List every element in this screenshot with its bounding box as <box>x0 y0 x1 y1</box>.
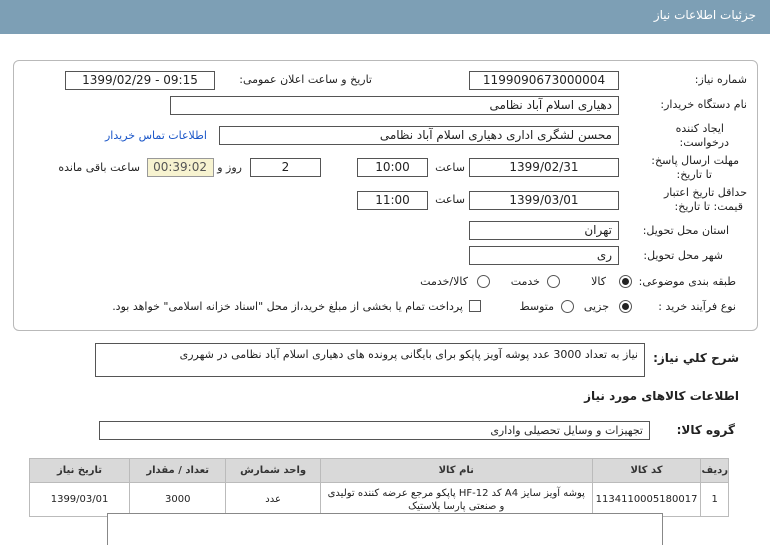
description-label: شرح کلي نياز: <box>653 351 739 365</box>
col-date: تاریخ نیاز <box>30 459 130 483</box>
city-label: شهر محل تحویل: <box>643 249 723 262</box>
goods-table <box>29 458 729 517</box>
cell-name: پوشه آویز سایز A4 کد HF-12 پاپکو مرجع عرضه کننده تولیدی و صنعتی پارسا پلاستیک <box>320 483 592 517</box>
deadline-date-field[interactable]: 1399/02/31 <box>469 158 619 177</box>
validity-time-label: ساعت <box>435 193 465 206</box>
deadline-time-field[interactable]: 10:00 <box>357 158 428 177</box>
buyer-field[interactable]: دهیاری اسلام آباد نظامی <box>170 96 619 115</box>
validity-time-field[interactable]: 11:00 <box>357 191 428 210</box>
process-radio-medium[interactable] <box>561 300 574 313</box>
col-row: ردیف <box>701 459 729 483</box>
col-unit: واحد شمارش <box>226 459 321 483</box>
province-label: استان محل تحویل: <box>642 224 729 237</box>
announce-label: تاریخ و ساعت اعلان عمومی: <box>239 73 372 86</box>
announce-field[interactable]: 1399/02/29 - 09:15 <box>65 71 215 90</box>
category-label: طبقه بندی موضوعی: <box>638 275 736 288</box>
category-option-service: خدمت <box>510 275 540 288</box>
col-code: کد کالا <box>592 459 701 483</box>
validity-label-2: قیمت: تا تاریخ: <box>674 200 743 213</box>
goods-group-label: گروه کالا: <box>676 423 735 437</box>
goods-info-title: اطلاعات کالاهای مورد نیاز <box>584 389 739 403</box>
remaining-time-field: 00:39:02 <box>147 158 214 177</box>
col-name: نام کالا <box>320 459 592 483</box>
treasury-payment-checkbox[interactable] <box>469 300 481 312</box>
process-option-minor: جزیی <box>583 300 609 313</box>
process-label: نوع فرآیند خرید : <box>658 300 736 313</box>
cell-qty: 3000 <box>130 483 226 517</box>
goods-table-header <box>30 459 729 483</box>
process-option-medium: متوسط <box>519 300 554 313</box>
validity-date-field[interactable]: 1399/03/01 <box>469 191 619 210</box>
deadline-label-1: مهلت ارسال پاسخ: <box>651 154 739 167</box>
deadline-label-2: تا تاریخ: <box>676 168 712 181</box>
category-option-goods-service: کالا/خدمت <box>420 275 468 288</box>
need-number-field[interactable]: 1199090673000004 <box>469 71 619 90</box>
description-field[interactable]: نیاز به تعداد 3000 عدد پوشه آویز پاپکو برای بایگانی پرونده های دهیاری اسلام آباد نظامی در شهرری <box>95 343 645 377</box>
cell-unit: عدد <box>226 483 321 517</box>
days-label: روز و <box>217 161 242 174</box>
validity-label-1: حداقل تاریخ اعتبار <box>663 186 747 199</box>
buyer-label: نام دستگاه خریدار: <box>660 98 747 111</box>
page-header <box>0 0 770 34</box>
city-field[interactable]: ری <box>469 246 619 265</box>
remaining-label: ساعت باقی مانده <box>58 161 140 174</box>
need-number-label: شماره نیاز: <box>694 73 747 86</box>
province-field[interactable]: تهران <box>469 221 619 240</box>
cell-code: 1134110005180017 <box>592 483 701 517</box>
category-radio-goods-service[interactable] <box>477 275 490 288</box>
treasury-payment-note: پرداخت تمام یا بخشی از مبلغ خرید،از محل "اسناد خزانه اسلامی" خواهد بود. <box>112 300 463 313</box>
notes-box <box>107 513 663 545</box>
goods-group-field[interactable]: تجهیزات و وسایل تحصیلی واداری <box>99 421 650 440</box>
creator-label-1: ایجاد کننده <box>675 122 724 135</box>
table-row <box>30 483 729 517</box>
page-title: جزئیات اطلاعات نیاز <box>653 8 756 22</box>
days-field[interactable]: 2 <box>250 158 321 177</box>
category-radio-service[interactable] <box>547 275 560 288</box>
creator-label-2: درخواست: <box>679 136 729 149</box>
col-qty: تعداد / مقدار <box>130 459 226 483</box>
deadline-time-label: ساعت <box>435 161 465 174</box>
category-option-goods: کالا <box>591 275 606 288</box>
creator-field[interactable]: محسن لشگری اداری دهیاری اسلام آباد نظامی <box>219 126 619 145</box>
buyer-contact-link[interactable]: اطلاعات تماس خریدار <box>105 129 207 142</box>
process-radio-minor[interactable] <box>619 300 632 313</box>
cell-row: 1 <box>701 483 729 517</box>
category-radio-goods[interactable] <box>619 275 632 288</box>
cell-date: 1399/03/01 <box>30 483 130 517</box>
